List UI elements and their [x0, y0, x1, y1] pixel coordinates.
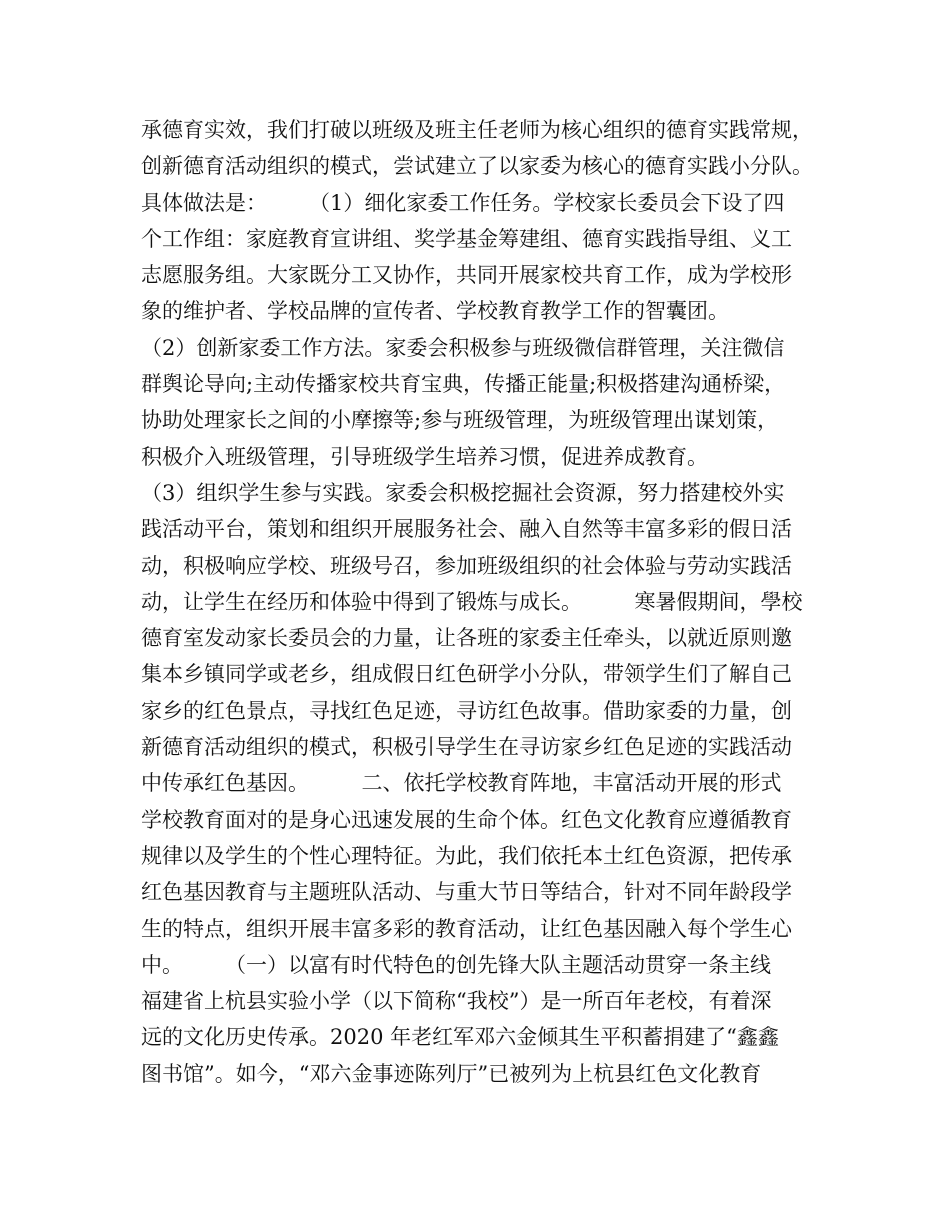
text-line: 集本乡镇同学或老乡，组成假日红色研学小分队，带领学生们了解自己 — [141, 662, 792, 687]
text-line: 具体做法是： （1）细化家委工作任务。学校家长委员会下设了四 — [141, 190, 785, 215]
text-line: 图书馆”。如今，“邓六金事迹陈列厅”已被列为上杭县红色文化教育 — [141, 1061, 762, 1086]
text-line: 规律以及学生的个性心理特征。为此，我们依托本土红色资源，把传承 — [141, 843, 792, 868]
text-line: 创新德育活动组织的模式，尝试建立了以家委为核心的德育实践小分队。 — [141, 154, 813, 179]
text-line: 学校教育面对的是身心迅速发展的生命个体。红色文化教育应遵循教育 — [141, 807, 792, 832]
text-line: 动，让学生在经历和体验中得到了锻炼与成长。 寒暑假期间，學校 — [141, 589, 803, 614]
text-line: 象的维护者、学校品牌的宣传者、学校教育教学工作的智囊团。 — [141, 299, 729, 324]
text-line: （2）创新家委工作方法。家委会积极参与班级微信群管理，关注微信 — [141, 335, 785, 360]
text-line: 生的特点，组织开展丰富多彩的教育活动，让红色基因融入每个学生心 — [141, 916, 792, 941]
text-line: 动，积极响应学校、班级号召，参加班级组织的社会体验与劳动实践活 — [141, 553, 792, 578]
text-line: 承德育实效，我们打破以班级及班主任老师为核心组织的德育实践常规， — [141, 118, 813, 142]
text-line: 践活动平台，策划和组织开展服务社会、融入自然等丰富多彩的假日活 — [141, 517, 792, 542]
text-line: 家乡的红色景点，寻找红色足迹，寻访红色故事。借助家委的力量，创 — [141, 698, 792, 723]
text-line: 中传承红色基因。 二、依托学校教育阵地，丰富活动开展的形式 — [141, 771, 782, 796]
text-line: 福建省上杭县实验小学（以下简称“我校”）是一所百年老校，有着深 — [141, 989, 772, 1014]
text-line: 中。 （一）以富有时代特色的创先锋大队主题活动贯穿一条主线 — [141, 952, 771, 977]
text-line: （3）组织学生参与实践。家委会积极挖掘社会资源，努力搭建校外实 — [141, 480, 785, 505]
text-line: 远的文化历史传承。2020 年老红军邓六金倾其生平积蓄捐建了“鑫鑫 — [141, 1025, 779, 1050]
text-line: 积极介入班级管理，引导班级学生培养习惯，促进养成教育。 — [141, 444, 708, 469]
text-line: 志愿服务组。大家既分工又协作，共同开展家校共育工作，成为学校形 — [141, 263, 792, 288]
text-line: 群舆论导向;主动传播家校共育宝典，传播正能量;积极搭建沟通桥梁， — [141, 372, 786, 397]
text-line: 红色基因教育与主题班队活动、与重大节日等结合，针对不同年龄段学 — [141, 880, 792, 905]
body-text — [141, 112, 821, 1092]
text-line: 德育室发动家长委员会的力量，让各班的家委主任牵头，以就近原则邀 — [141, 626, 792, 651]
text-line: 个工作组：家庭教育宣讲组、奖学基金筹建组、德育实践指导组、义工 — [141, 226, 792, 251]
text-line: 新德育活动组织的模式，积极引导学生在寻访家乡红色足迹的实践活动 — [141, 735, 792, 760]
text-line: 协助处理家长之间的小摩擦等;参与班级管理，为班级管理出谋划策， — [141, 408, 779, 433]
